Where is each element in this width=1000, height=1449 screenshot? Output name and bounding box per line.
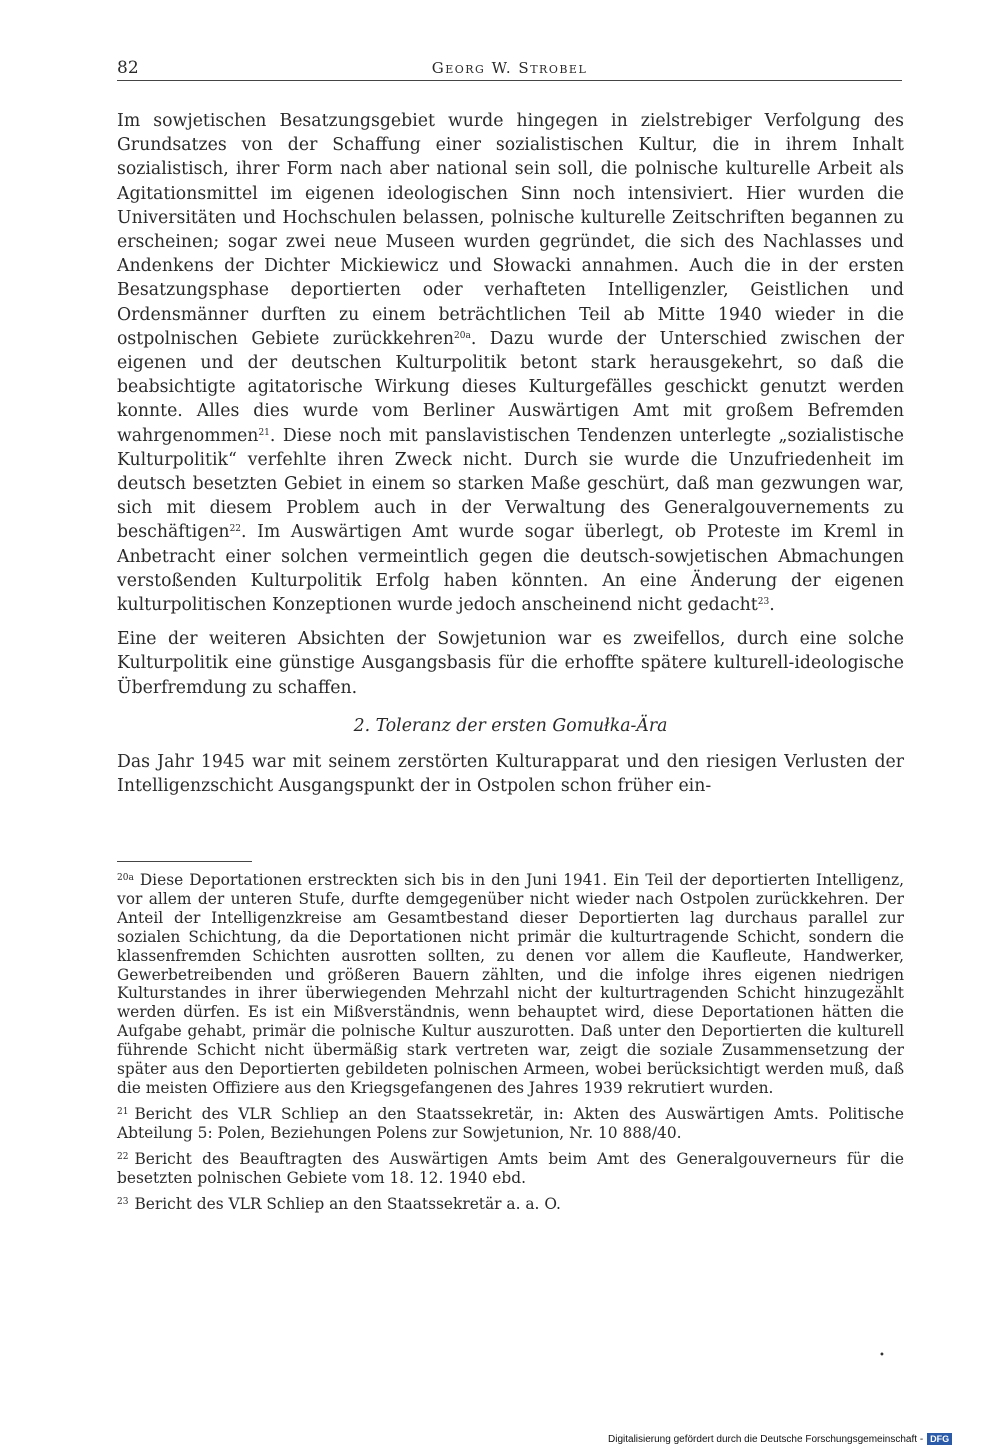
- text-run: Im sowjetischen Besatzungsgebiet wurde hingegen in zielstrebiger Verfolgung des Grundsatzes von der Schaffung einer sozialistischen Kultur, die in ihrem Inhalt sozialistisch, ihrer Form nach aber national sein soll, die polnische kulturelle Arbeit als Agitationsmittel im eigenen ideologischen Sinn noch intensiviert. Hier wurden die Universitäten und Hochschulen belassen, polnische kulturelle Zeitschriften begannen zu erscheinen; sogar zwei neue Museen wurden gegründet, die sich des Nachlasses und Andenkens der Dichter Mickiewicz und Słowacki annahmen. Auch die in der ersten Besatzungsphase deportierten oder verhafteten Intelligenzler, Geistlichen und Ordensmänner durften zu einem beträchtlichen Teil ab Mitte 1940 wieder in die ostpolnischen Gebiete zurückkehren: [117, 111, 904, 349]
- running-head: Georg W. Strobel: [431, 59, 588, 77]
- header-rule: [117, 80, 902, 81]
- footnote-21: [117, 1105, 904, 1143]
- text-run: . Dazu wurde der Unterschied zwischen der eigenen und der deutschen Kulturpolitik betont stark herausgekehrt, so daß die beabsichtigte agitatorische Wirkung dieses Kulturgefälles geschickt genutzt werden konnte. Alles dies wurde vom Berliner Auswärtigen Amt mit großem Befremden wahrgenommen: [117, 328, 904, 446]
- footnote-number: 21: [117, 1106, 129, 1117]
- dfg-credit: [608, 1433, 952, 1446]
- page-number: 82: [117, 58, 139, 78]
- footnote-ref-23[interactable]: 23: [757, 597, 770, 608]
- footnote-ref-22[interactable]: 22: [229, 524, 242, 535]
- footnote-number: 23: [117, 1196, 129, 1207]
- footnote-23: [117, 1195, 904, 1214]
- text-run: . Diese noch mit panslavistischen Tendenzen unterlegte „sozialistische Kulturpolitik“ verfehlte ihren Zweck nicht. Durch sie wurde die Unzufriedenheit im deutsch besetzten Gebiet in einem so starken Maße geschürt, daß man gezwungen war, sich mit diesem Problem auch in der Verwaltung des Generalgouvernements zu beschäftigen: [117, 425, 904, 543]
- footnotes: [117, 871, 904, 1220]
- footnote-number: 22: [117, 1151, 129, 1162]
- paragraph-1: [117, 109, 904, 617]
- main-text: [117, 109, 904, 808]
- text-run: . Im Auswärtigen Amt wurde sogar überlegt, ob Proteste im Kreml in Anbetracht einer solchen vermeintlich gegen die deutsch-sowjetischen Abmachungen verstoßenden Kulturpolitik Erfolg haben könnten. An eine Änderung der eigenen kulturpolitischen Konzeptionen wurde jedoch anscheinend nicht gedacht: [117, 522, 904, 616]
- footnote-22: [117, 1150, 904, 1188]
- dfg-logo-icon: DFG: [927, 1433, 952, 1445]
- paragraph-3: Das Jahr 1945 war mit seinem zerstörten Kulturapparat und den riesigen Verlusten der Intelligenzschicht Ausgangspunkt der in Ostpolen schon früher ein-: [117, 752, 904, 797]
- footnote-number: 20a: [117, 873, 134, 883]
- footnote-text: Bericht des Beauftragten des Auswärtigen Amts beim Amt des Generalgouverneurs für die besetzten polnischen Gebiete vom 18. 12. 1940 ebd.: [117, 1149, 904, 1187]
- footnote-20a: [117, 871, 904, 1098]
- footnote-ref-21[interactable]: 21: [258, 427, 270, 438]
- footnote-text: Bericht des VLR Schliep an den Staatssekretär a. a. O.: [134, 1194, 561, 1213]
- footnote-text: Bericht des VLR Schliep an den Staatssekretär, in: Akten des Auswärtigen Amts. Politische Abteilung 5: Polen, Beziehungen Polens zur Sowjetunion, Nr. 10 888/40.: [117, 1104, 904, 1142]
- page-header: [117, 58, 902, 82]
- section-heading: 2. Toleranz der ersten Gomułka-Ära: [353, 715, 668, 736]
- footnote-rule: [117, 861, 252, 862]
- scan-mark: •: [879, 1350, 885, 1361]
- paragraph-2: Eine der weiteren Absichten der Sowjetunion war es zweifellos, durch eine solche Kulturpolitik eine günstige Ausgangsbasis für die erhoffte spätere kulturell-ideologische Überfremdung zu schaffen.: [117, 629, 904, 698]
- dfg-credit-text: Digitalisierung gefördert durch die Deutsche Forschungsgemeinschaft -: [608, 1434, 924, 1445]
- footnote-text: Diese Deportationen erstreckten sich bis in den Juni 1941. Ein Teil der deportierten Intelligenz, vor allem der unteren Stufe, durfte demgegenüber nicht wieder nach Ostpolen zurückkehren. Der Anteil der Intelligenzkreise am Gesamtbestand dieser Deportierten lag durchaus parallel zur sozialen Schichtung, da die Deportationen nicht primär die kulturtragende Schicht, sondern die klassenfremden Schichten ausrotten sollten, zu denen vor allem die Kaufleute, Handwerker, Gewerbetreibenden und größeren Bauern zählten, und die infolge ihres eigenen niedrigen Kulturstandes in ihrer überwiegenden Mehrzahl nicht der kulturtragenden Schicht hinzugezählt werden dürfen. Es ist ein Mißverständnis, wenn behauptet wird, diese Deportationen hätten die Aufgabe gehabt, primär die polnische Kultur auszurotten. Daß unter den Deportierten die kulturell führende Schicht nicht übermäßig stark vertreten war, zeigt die soziale Zusammensetzung der später aus den Deportierten gebildeten polnischen Armeen, wobei berücksichtigt werden muß, daß die meisten Offiziere aus den Kriegsgefangenen des Jahres 1939 rekrutiert wurden.: [117, 871, 904, 1097]
- text-run: .: [769, 595, 775, 616]
- footnote-ref-20a[interactable]: 20a: [454, 330, 471, 341]
